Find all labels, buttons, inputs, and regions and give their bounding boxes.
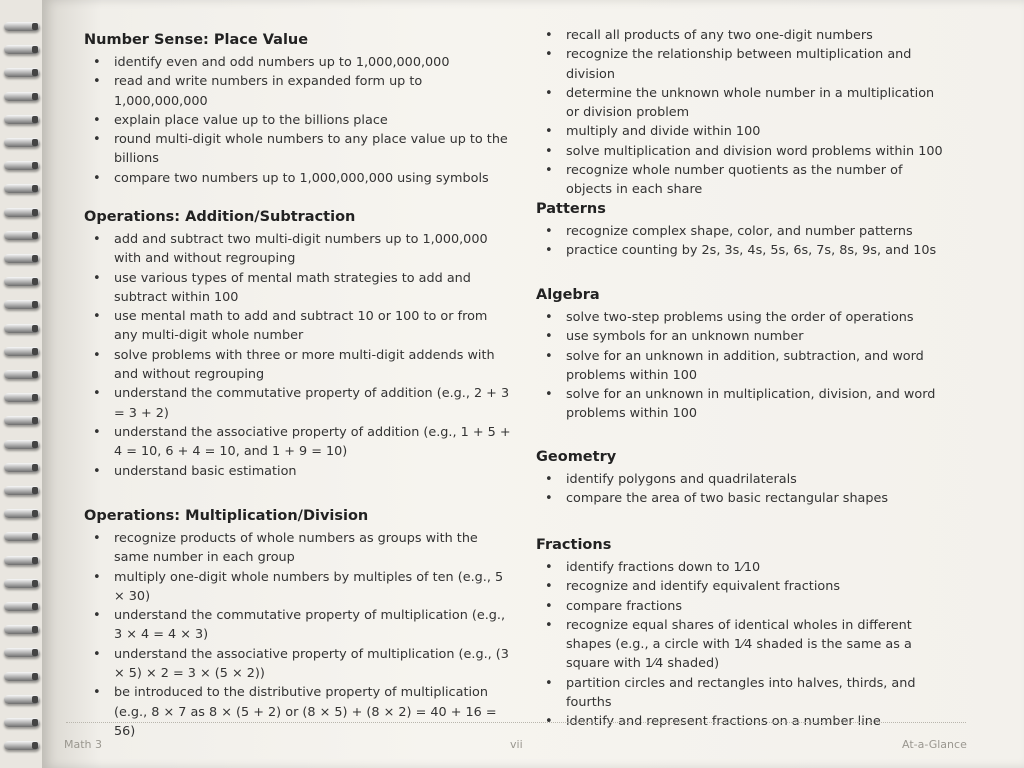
binding-ring [4,370,40,379]
list-item: • identify even and odd numbers up to 1,000,000,000 [84,53,514,72]
binding-ring [4,22,40,31]
list-item: • understand the associative property of multiplication (e.g., (3 × 5) × 2 = 3 × (5 × 2)) [84,645,514,684]
list-item: • recognize products of whole numbers as groups with the same number in each group [84,529,514,568]
binding-ring [4,486,40,495]
binding-ring [4,45,40,54]
list-item: • solve two-step problems using the order of operations [536,308,946,327]
list-item: • identify polygons and quadrilaterals [536,470,888,489]
bullet-list [536,26,946,200]
list-item: • compare the area of two basic rectangular shapes [536,489,888,508]
list-item: • add and subtract two multi-digit numbers up to 1,000,000 with and without regrouping [84,230,514,269]
binding-ring [4,277,40,286]
list-item: • use various types of mental math strategies to add and subtract within 100 [84,269,514,308]
list-item: • multiply and divide within 100 [536,122,946,141]
list-item: • read and write numbers in expanded form up to 1,000,000,000 [84,72,514,111]
list-item: • explain place value up to the billions place [84,111,514,130]
section-algebra [536,287,946,424]
binding-ring [4,115,40,124]
list-item: • use symbols for an unknown number [536,327,946,346]
binding-ring [4,68,40,77]
list-item: • multiply one-digit whole numbers by multiples of ten (e.g., 5 × 30) [84,568,514,607]
page-number: vii [510,738,523,751]
list-item: • understand the associative property of addition (e.g., 1 + 5 + 4 = 10, 6 + 4 = 10, and 1 + 9 = 10) [84,423,514,462]
bullet-list [536,558,946,732]
binding-ring [4,602,40,611]
list-item: • recognize the relationship between multiplication and division [536,45,946,84]
list-item: • recognize complex shape, color, and number patterns [536,222,936,241]
binding-ring [4,161,40,170]
section-geometry [536,449,888,509]
section-multiplication-continued [536,26,946,200]
list-item: • recognize and identify equivalent fractions [536,577,946,596]
section-title: Operations: Multiplication/Division [84,508,369,524]
binding-ring [4,300,40,309]
list-item: • use mental math to add and subtract 10 or 100 to or from any multi-digit whole number [84,307,514,346]
binding-ring [4,695,40,704]
binding-ring [4,416,40,425]
section-multiplication-division [84,508,514,741]
list-item: • solve for an unknown in multiplication, division, and word problems within 100 [536,385,946,424]
list-item: • round multi-digit whole numbers to any place value up to the billions [84,130,514,169]
binding-ring [4,672,40,681]
binding-ring [4,347,40,356]
section-title: Algebra [536,287,600,303]
section-place-value [84,32,514,188]
bullet-list [536,470,888,509]
binding-ring [4,509,40,518]
binding-ring [4,393,40,402]
footer-course-name: Math 3 [64,738,103,751]
section-title: Geometry [536,449,617,465]
section-title: Patterns [536,201,606,217]
binding-ring [4,532,40,541]
list-item: • solve problems with three or more multi-digit addends with and without regrouping [84,346,514,385]
list-item: • recognize equal shares of identical wholes in different shapes (e.g., a circle with 1⁄4 shaded is the same as a square with 1⁄4 shaded) [536,616,946,674]
list-item: • determine the unknown whole number in a multiplication or division problem [536,84,946,123]
binding-ring [4,625,40,634]
section-fractions [536,537,946,732]
list-item: • solve for an unknown in addition, subtraction, and word problems within 100 [536,347,946,386]
list-item: • solve multiplication and division word problems within 100 [536,142,946,161]
footer-divider [66,722,966,723]
binding-ring [4,92,40,101]
list-item: • identify fractions down to 1⁄10 [536,558,946,577]
binding-ring [4,184,40,193]
binding-ring [4,440,40,449]
list-item: • understand basic estimation [84,462,514,481]
binding-ring [4,463,40,472]
binding-ring [4,231,40,240]
footer-section-name: At-a-Glance [902,738,967,751]
list-item: • partition circles and rectangles into halves, thirds, and fourths [536,674,946,713]
list-item: • compare fractions [536,597,946,616]
bullet-list [536,308,946,424]
binding-ring [4,741,40,750]
section-title: Operations: Addition/Subtraction [84,209,356,225]
list-item: • be introduced to the distributive property of multiplication (e.g., 8 × 7 as 8 × (5 + 2) or (8 × 5) + (8 × 2) = 40 + 16 = 56) [84,683,514,741]
list-item: • identify and represent fractions on a number line [536,712,946,731]
bullet-list [84,529,514,741]
spiral-binding [0,0,48,768]
list-item: • recall all products of any two one-digit numbers [536,26,946,45]
binding-ring [4,254,40,263]
binding-ring [4,718,40,727]
list-item: • understand the commutative property of multiplication (e.g., 3 × 4 = 4 × 3) [84,606,514,645]
binding-ring [4,208,40,217]
list-item: • compare two numbers up to 1,000,000,000 using symbols [84,169,514,188]
binding-ring [4,579,40,588]
binding-ring [4,324,40,333]
section-patterns [536,201,936,261]
binding-ring [4,556,40,565]
binding-ring [4,648,40,657]
section-title: Fractions [536,537,612,553]
binding-ring [4,138,40,147]
list-item: • understand the commutative property of addition (e.g., 2 + 3 = 3 + 2) [84,384,514,423]
bullet-list [536,222,936,261]
list-item: • recognize whole number quotients as the number of objects in each share [536,161,946,200]
bullet-list [84,230,514,481]
bullet-list [84,53,514,188]
section-title: Number Sense: Place Value [84,32,309,48]
list-item: • practice counting by 2s, 3s, 4s, 5s, 6s, 7s, 8s, 9s, and 10s [536,241,936,260]
section-addition-subtraction [84,209,514,481]
